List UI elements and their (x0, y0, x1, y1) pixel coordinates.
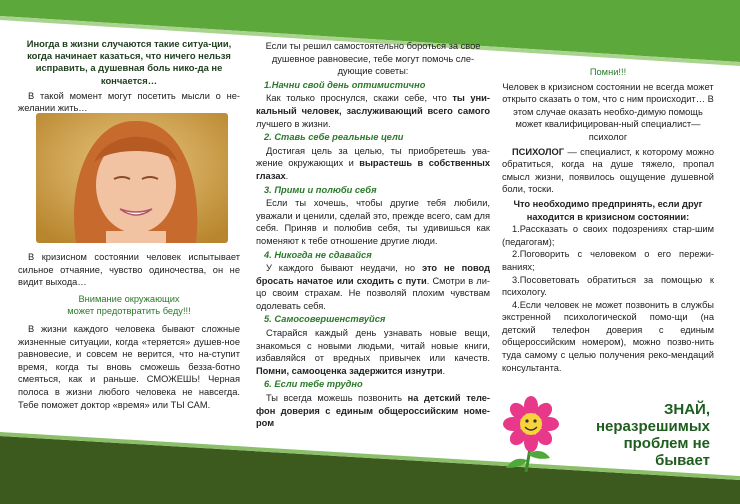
advice-text-2: Достигая цель за целью, ты приобретешь ува-жение окружающих и вырастешь в собственных глазах. (256, 145, 490, 181)
crisis-text: В кризисном состоянии человек испытывает сильное отчаяние, чувство одиночества, он не видит выхода… (18, 252, 240, 288)
attention-line-2: может предотвратить беду!!! (67, 306, 191, 317)
advice-intro: Если ты решил самостоятельно бороться за свое душевное равновесие, тебе могут помочь сле-дующие советы: (265, 41, 481, 77)
advice-heading-1: 1.Начни свой день оптимистично (264, 79, 426, 90)
slogan-line-4: бывает (655, 452, 710, 469)
advice-heading-5: 5. Самосовершенствуйся (264, 314, 386, 325)
what-to-do-heading: Что необходимо предпринять, если друг находится в кризисном состоянии: (513, 198, 703, 222)
panel-right (502, 66, 714, 374)
attention-line-1: Внимание окружающих (78, 293, 180, 304)
slogan-line-3: проблем не (623, 435, 710, 452)
panel-left-lower (18, 251, 240, 411)
flower-icon (496, 396, 566, 474)
advice-heading-3: 3. Прими и полюби себя (264, 184, 377, 195)
step-3: 3.Посоветовать обратиться за помощью к психологу. (502, 274, 714, 298)
panel-middle (256, 40, 490, 430)
slogan-line-2: неразрешимых (595, 418, 710, 435)
advice-text-4: У каждого бывают неудачи, но это не повод бросать начатое или сходить с пути. Смотри в ли-цо своим страхам. Не позволяй плохим чувствам одолевать себя. (256, 263, 490, 311)
slogan-line-1: ЗНАЙ, (663, 401, 710, 418)
psychologist-text: ПСИХОЛОГ — специалист, к которому можно обратиться, когда на душе тяжело, пропал смысл жизни, появилось ощущение душевной боли, тоски. (502, 146, 714, 195)
life-text: В жизни каждого человека бывают сложные жизненные ситуации, когда «теряется» душев-ное равновесие, и совсем не верится, что на-ступит время, когда ты вновь сможешь безза-ботно смеяться, как и раньше. СМОЖЕШЬ! Черная полоса в жизни любого человека не навсегда. Тебе поможет доктор «время» или ТЫ САМ. (18, 323, 240, 410)
intro-text: Иногда в жизни случаются такие ситуа-ции, когда начинает казаться, что ничего нельзя исправить, а душевная боль нико-да не кончается… (26, 38, 232, 86)
advice-heading-2: 2. Ставь себе реальные цели (264, 132, 404, 143)
slogan (566, 401, 710, 469)
remember-title: Помни!!! (589, 67, 627, 77)
step-4: 4.Если человек не может позвонить в службы экстренной психологической помо-щи (на детский телефон доверия с единым общероссийским номером), можно позво-нить туда самому с целью получения реко-мендаций консультанта. (502, 299, 714, 373)
step-1: 1.Рассказать о своих подозрениях стар-шим (педагогам); (502, 224, 714, 247)
girl-photo (36, 113, 228, 243)
advice-text-6: Ты всегда можешь позвонить на детский теле-фон доверия с единым общероссийским номе-ром (256, 393, 490, 429)
panel-left (18, 38, 240, 115)
advice-text-5: Старайся каждый день узнавать новые вещи, знакомься с новыми людьми, читай новые книги, избавляйся от вредных привычек или качеств. Помни, самооценка задержится изнутри. (256, 328, 490, 376)
advice-heading-4: 4. Никогда не сдавайся (264, 249, 372, 260)
girl-photo-image (36, 113, 228, 243)
advice-text-1: Как только проснулся, скажи себе, что ты уни-кальный человек, заслуживающий всего самого лучшего в жизни. (256, 93, 490, 129)
step-2: 2.Поговорить с человеком о его пережи-ваниях; (502, 249, 714, 272)
moment-text: В такой момент могут посетить мысли о не-желании жить… (18, 90, 240, 114)
advice-text-3: Если ты хочешь, чтобы другие тебя любили, уважали и ценили, сделай это, прежде всего, сам для себя. Приняв и полюбив себя, ты удивишься как поменяют к тебе отношение другие люди. (256, 198, 490, 246)
remember-text: Человек в кризисном состоянии не всегда может открыто сказать о том, что с ним происходит… В этом случае оказать необхо-димую помощь может квалифицирован-ный специалист—психолог (502, 81, 714, 142)
advice-heading-6: 6. Если тебе трудно (264, 379, 363, 390)
